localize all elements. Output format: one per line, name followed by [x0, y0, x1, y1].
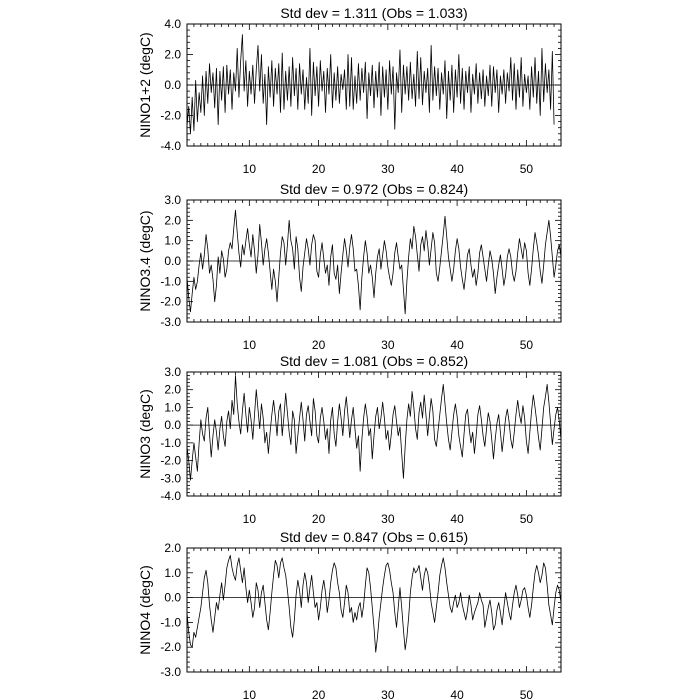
x-tick-label: 40: [450, 688, 464, 700]
x-tick-label: 40: [450, 338, 464, 352]
y-axis-label: NINO3.4 (degC): [137, 210, 153, 312]
plot-frame: [187, 548, 561, 672]
x-tick-label: 20: [311, 162, 326, 176]
y-tick-label: 0.0: [164, 254, 181, 268]
y-tick-label: 1.0: [164, 233, 181, 248]
x-tick-label: 40: [450, 162, 464, 176]
series-line: [187, 35, 554, 134]
y-tick-label: 1.0: [164, 565, 181, 580]
y-tick-label: 2.0: [164, 213, 181, 228]
y-tick-label: 0.0: [164, 590, 181, 605]
x-tick-label: 10: [242, 688, 257, 700]
x-tick-label: 50: [519, 162, 534, 176]
panel-nino4: [137, 529, 561, 700]
y-tick-label: -1.0: [160, 435, 181, 450]
series-line: [187, 555, 561, 652]
chart-title: Std dev = 0.847 (Obs = 0.615): [279, 529, 469, 545]
x-tick-label: 50: [519, 512, 534, 526]
x-tick-label: 20: [311, 688, 326, 700]
x-tick-label: 20: [311, 338, 326, 352]
chart-title: Std dev = 1.311 (Obs = 1.033): [280, 5, 468, 21]
y-axis-label: NINO4 (degC): [137, 565, 153, 655]
y-tick-label: -2.0: [160, 294, 181, 309]
y-tick-label: 4.0: [164, 17, 181, 31]
y-tick-label: -1.0: [160, 274, 181, 289]
y-tick-label: 3.0: [164, 365, 181, 379]
y-tick-label: -3.0: [160, 315, 181, 329]
y-tick-label: -4.0: [160, 489, 181, 503]
panel-nino3: [137, 353, 561, 526]
x-tick-label: 40: [450, 512, 464, 526]
y-tick-label: -3.0: [160, 471, 181, 486]
y-tick-label: 0.0: [164, 78, 181, 92]
y-tick-label: -2.0: [160, 108, 181, 123]
series-line: [187, 210, 561, 314]
x-tick-label: 50: [519, 688, 534, 700]
x-tick-label: 30: [381, 512, 395, 526]
x-tick-label: 30: [381, 338, 395, 352]
x-tick-label: 10: [242, 512, 257, 526]
y-tick-label: 1.0: [164, 400, 181, 415]
y-tick-label: -2.0: [160, 453, 181, 468]
y-tick-label: 2.0: [164, 47, 181, 62]
y-axis-label: NINO1+2 (degC): [137, 32, 153, 138]
y-tick-label: -3.0: [160, 665, 181, 679]
panel-nino12: [137, 5, 561, 176]
x-tick-label: 30: [381, 688, 395, 700]
series-line: [187, 376, 561, 481]
y-tick-label: 3.0: [164, 193, 181, 207]
x-tick-label: 50: [519, 338, 534, 352]
x-tick-label: 10: [242, 162, 257, 176]
x-tick-label: 20: [311, 512, 326, 526]
x-tick-label: 30: [381, 162, 395, 176]
y-tick-label: -2.0: [160, 640, 181, 655]
y-tick-label: 2.0: [164, 541, 181, 555]
chart-title: Std dev = 1.081 (Obs = 0.852): [279, 353, 469, 369]
y-tick-label: -1.0: [160, 615, 181, 630]
panel-nino34: [137, 181, 561, 352]
y-axis-label: NINO3 (degC): [137, 389, 153, 479]
y-tick-label: 2.0: [164, 382, 181, 397]
chart-title: Std dev = 0.972 (Obs = 0.824): [279, 181, 469, 197]
y-tick-label: 0.0: [164, 418, 181, 433]
y-tick-label: -4.0: [160, 139, 181, 153]
x-tick-label: 10: [242, 338, 257, 352]
